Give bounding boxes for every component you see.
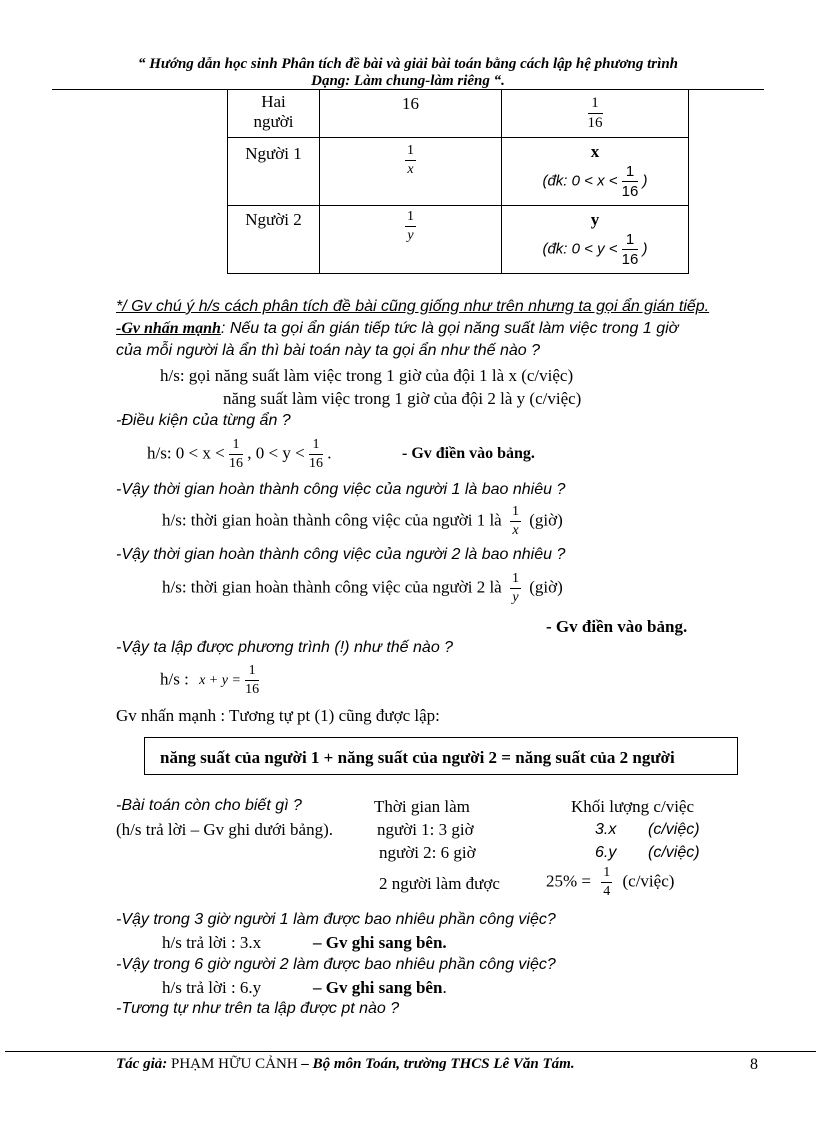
row-2-unit: (c/việc) [648,844,700,861]
key-relation: năng suất của người 1 + năng suất của người 2 = năng suất của 2 người [160,748,675,767]
cell-time [320,138,502,206]
cell-rate [502,138,689,206]
hs-answer-2: năng suất làm việc trong 1 giờ của đội 2 là y (c/việc) [223,389,582,408]
row-label-both: Hai người [253,92,294,131]
hs-conditions: h/s: 0 < x < $\frac{1}{16}$ , 0 < y < $\frac{1}{16}$ . [147,437,332,471]
gv-emphasis-label: -Gv nhấn mạnh [116,320,221,337]
question-conditions: -Điều kiện của từng ẩn ? [116,412,291,429]
gv-emphasis-2: Gv nhấn mạnh : Tương tự pt (1) cũng được lập: [116,706,440,725]
time-2-fraction: $\frac{1}{y}$ [407,209,414,243]
col-work-header: Khối lượng c/việc [571,797,695,816]
cond-y: (đk: 0 < y < $\frac{1}{16}$ ) [542,231,648,268]
cell-label [228,138,320,206]
hs-equation: h/s : x + y = $\frac{1}{16}$ [160,663,260,697]
question-more: -Bài toán còn cho biết gì ? [116,797,302,814]
hs-time-2: h/s: thời gian hoàn thành công việc của người 2 là $\frac{1}{y}$ (giờ) [162,571,563,605]
question-final: -Tương tự như trên ta lập được pt nào ? [116,1000,400,1017]
table-row [228,206,689,274]
question-3h: -Vậy trong 3 giờ người 1 làm được bao nhiêu phần công việc? [116,911,556,928]
row-1-unit: (c/việc) [648,821,700,838]
answer-6h: h/s trả lời : 6.y [162,978,262,997]
cell-label [228,90,320,138]
footer-author: Tác giả: PHẠM HỮU CẢNH – Bộ môn Toán, trường THCS Lê Văn Tám. [116,1056,575,1072]
row-1-work: 3.x [595,821,617,838]
page-number: 8 [750,1056,758,1073]
question-time-2: -Vậy thời gian hoàn thành công việc của người 2 là bao nhiêu ? [116,546,566,563]
col-time-header: Thời gian làm [374,797,470,816]
row-label-2: Người 2 [245,210,302,229]
cell-rate [502,90,689,138]
teacher-note: */ Gv chú ý h/s cách phân tích đề bài cũng giống như trên nhưng ta gọi ẩn gián tiếp. [116,298,710,315]
cond-x: (đk: 0 < x < $\frac{1}{16}$ ) [542,163,648,200]
row-2-work: 6.y [595,844,617,861]
gv-side-note-1: – Gv ghi sang bên. [313,933,447,952]
question-time-1: -Vậy thời gian hoàn thành công việc của người 1 là bao nhiêu ? [116,481,566,498]
gv-emphasis-line: -Gv nhấn mạnh: Nếu ta gọi ẩn gián tiếp tức là gọi năng suất làm việc trong 1 giờ [116,320,679,337]
question-6h: -Vậy trong 6 giờ người 2 làm được bao nhiêu phần công việc? [116,956,556,973]
row-1-time: người 1: 3 giờ [377,820,474,839]
cell-label [228,206,320,274]
header-line-1: “ Hướng dẫn học sinh Phân tích đề bài và giải bài toán bằng cách lập hệ phương trình [138,56,678,72]
row-3-work: 25% = $\frac{1}{4}$ (c/việc) [546,865,675,899]
answer-3h: h/s trả lời : 3.x [162,933,262,952]
hs-time-1: h/s: thời gian hoàn thành công việc của người 1 là $\frac{1}{x}$ (giờ) [162,504,563,538]
question-equation-1: -Vậy ta lập được phương trình (!) như thế nào ? [116,639,454,656]
footer-rule [5,1051,816,1052]
rate-both-fraction: $\frac{1}{16}$ [587,95,603,131]
work-table [227,89,689,274]
header-line-2: Dạng: Làm chung-làm riêng “. [311,73,505,89]
gv-fill-note-2: - Gv điền vào bảng. [546,617,688,636]
cell-rate [502,206,689,274]
hs-answer-1: h/s: gọi năng suất làm việc trong 1 giờ của đội 1 là x (c/việc) [160,366,574,385]
row-label-1: Người 1 [245,144,302,163]
gv-side-note-2: – Gv ghi sang bên. [313,978,447,997]
var-x: x [590,142,600,161]
cell-time [320,206,502,274]
row-3-time: 2 người làm được [379,874,500,893]
table-row [228,90,689,138]
gv-emphasis-line-2: của mỗi người là ẩn thì bài toán này ta gọi ẩn như thế nào ? [116,342,541,359]
cell-time [320,90,502,138]
gv-fill-note-1: - Gv điền vào bảng. [402,445,535,462]
var-y: y [590,210,600,229]
hs-note: (h/s trả lời – Gv ghi dưới bảng). [116,820,333,839]
time-1-fraction: $\frac{1}{x}$ [407,143,414,177]
table-row [228,138,689,206]
time-both: 16 [402,94,419,113]
row-2-time: người 2: 6 giờ [379,843,476,862]
